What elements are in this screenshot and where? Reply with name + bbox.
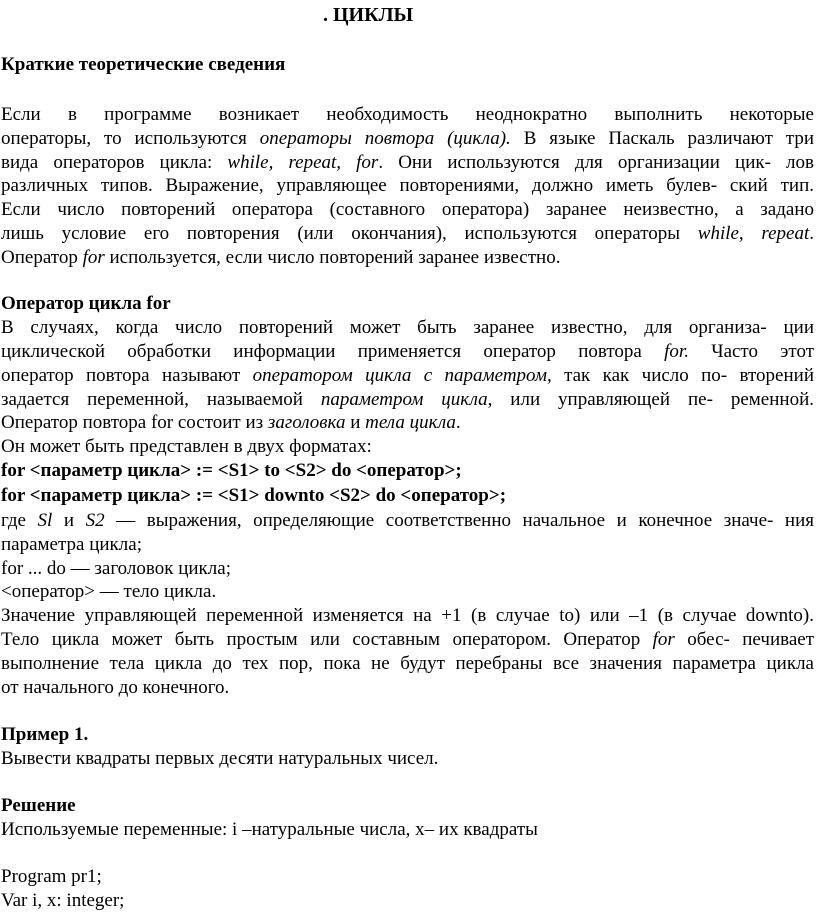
for-format-to: for <параметр цикла> := <S1> to <S2> do <оператор>; [1,460,462,481]
theory-line-4: различных типов. Выражение, управляющее повторениями, должно иметь булев- ский тип. [1,175,814,196]
theory-line-3: вида операторов цикла: while, repeat, for. Они используются для организации цик- лов [1,152,814,173]
for-line-2: циклической обработки информации применяется оператор повтора for. Часто этот [1,341,815,362]
for-line-7: где Sl и S2 — выражения, определяющие соответственно начальное и конечное значе- ния [1,510,815,531]
for-line-1: В случаях, когда число повторений может быть заранее известно, для организа- ции [1,317,814,338]
solution-heading: Решение [1,795,76,816]
for-line-6: Он может быть представлен в двух форматах: [1,436,372,457]
for-line-8: параметра цикла; [1,534,142,555]
for-line-9: for ... do — заголовок цикла; [1,558,231,579]
for-line-10: <оператор> — тело цикла. [1,581,217,602]
for-line-5: Оператор повтора for состоит из заголовка и тела цикла. [1,412,461,433]
for-line-4: задается переменной, называемой параметром цикла, или управляющей пе- ременной. [1,389,814,410]
for-line-13: выполнение тела цикла до тех пор, пока не будут перебраны все значения параметра цикла [1,653,814,674]
code-line-2: Var i, x: integer; [1,890,125,911]
theory-line-1: Если в программе возникает необходимость неоднократно выполнить некоторые [1,104,814,125]
theory-line-5: Если число повторений оператора (составного оператора) заранее неизвестно, а задано [1,199,814,220]
for-line-12: Тело цикла может быть простым или составным оператором. Оператор for обес- печивает [1,629,815,650]
page-title: . ЦИКЛЫ [323,4,414,26]
code-line-1: Program pr1; [1,866,102,887]
example-task: Вывести квадраты первых десяти натуральных чисел. [1,748,439,769]
solution-variables: Используемые переменные: i –натуральные числа, x– их квадраты [1,819,538,840]
theory-line-7: Оператор for используется, если число повторений заранее известно. [1,247,561,268]
example-heading: Пример 1. [1,724,89,745]
for-line-14: от начального до конечного. [1,677,230,698]
for-format-downto: for <параметр цикла> := <S1> downto <S2> do <оператор>; [1,485,507,506]
theory-line-6: лишь условие его повторения (или окончания), используются операторы while, repeat. [1,223,814,244]
theory-heading: Краткие теоретические сведения [1,54,286,75]
for-line-3: оператор повтора называют оператором цикла с параметром, так как число по- вторений [1,365,814,386]
theory-line-2: операторы, то используются операторы повтора (цикла). В языке Паскаль различают три [1,128,814,149]
for-line-11: Значение управляющей переменной изменяется на +1 (в случае to) или –1 (в случае downto). [1,605,814,626]
for-section-heading: Оператор цикла for [1,293,171,314]
